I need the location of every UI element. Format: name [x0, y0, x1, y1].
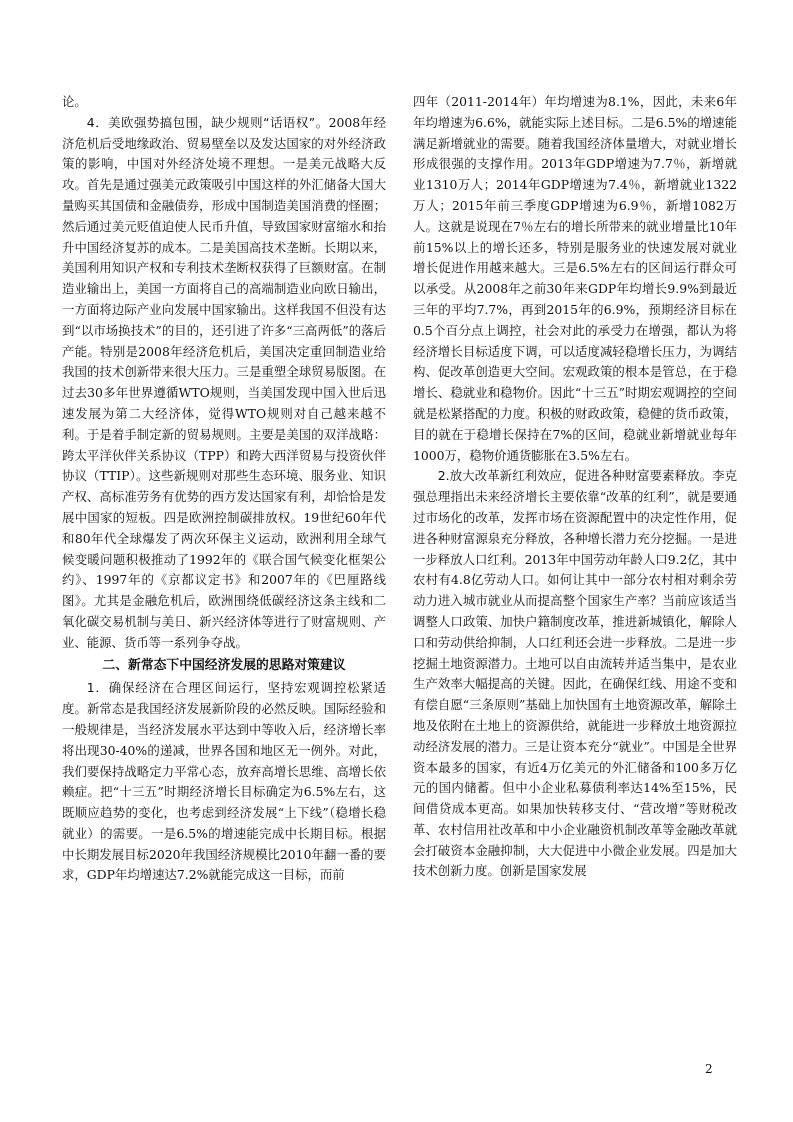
- paragraph-macro-control: [62, 678, 386, 886]
- page-number: 2: [705, 1062, 713, 1076]
- paragraph-continuation: 论。: [62, 94, 87, 109]
- paragraph-lead: 1．确保经济在合理区间运行，坚持宏观调控松紧适度。: [62, 680, 386, 717]
- paragraph-lead: 2.放大改革新红利效应，促进各种财富要素释放。: [437, 468, 713, 484]
- paragraph-us-eu-encirclement: [62, 113, 386, 654]
- paragraph-lead: 4．美欧强势搞包围，缺少规则“话语权”。: [86, 114, 329, 130]
- left-column: [62, 92, 386, 886]
- paragraph-reform-dividend: [413, 466, 737, 882]
- right-column: [413, 92, 737, 882]
- paragraph-growth-targets: 四年（2011-2014年）年均增速为8.1%，因此，未来6年年均增速为6.6%，就能实际上述目标。二是6.5%的增速能满足新增就业的需要。随着我国经济体量增大，对就业增长形成很强的支撑作用。2013年GDP增速为7.7％，新增就业1310万人；2014年GDP增速为7.4％，新增就业1322万人；2015年前三季度GDP增速为6.9％，新增1082万人。这就是说现在7％左右的增长所带来的就业增量比10年前15%以上的增长还多，特别是服务业的快速发展对就业增长促进作用越来越大。三是6.5%左右的区间运行群众可以承受。从2008年之前30年来GDP年均增长9.9%到最近三年的平均7.7%，再到2015年的6.9%，预期经济目标在0.5个百分点上调控，社会对此的承受力在增强，都认为将经济增长目标适度下调，可以适度减轻稳增长压力，为调结构、促改革创造更大空间。宏观政策的根本是管总，在于稳增长、稳就业和稳物价。因此“十三五”时期宏观调控的空间就是松紧搭配的力度。积极的财政政策，稳健的货币政策，目的就在于稳增长保持在7%的区间，稳就业新增就业每年1000万，稳物价通货膨胀在3.5%左右。: [413, 94, 737, 463]
- paragraph-body: 2008年经济危机后受地缘政治、贸易壁垒以及发达国家的对外经济政策的影响，中国对外经济处境不理想。一是美元战略大反攻。首先是通过强美元政策吸引中国这样的外汇储备大国大量购买其国债和金融债券，形成中国制造美国消费的怪圈；然后通过美元贬值迫使人民币升值，导致国家财富缩水和抬升中国经济复苏的成本。二是美国高技术垄断。长期以来，美国利用知识产权和专利技术垄断权获得了巨额财富。在制造业输出上，美国一方面将自己的高端制造业向欧日输出，一方面将边际产业向发展中国家输出。这样我国不但没有达到“以市场换技术”的目的，还引进了许多“三高两低”的落后产能。特别是2008年经济危机后，美国决定重回制造业给我国的技术创新带来很大压力。三是重塑全球贸易版图。在过去30多年世界遵循WTO规则，当美国发现中国入世后迅速发展为第二大经济体，觉得WTO规则对自己越来越不利。于是着手制定新的贸易规则。主要是美国的双洋战略：跨太平洋伙伴关系协议（TPP）和跨大西洋贸易与投资伙伴协议（TTIP）。这些新规则对那些生态环境、服务业、知识产权、高标准劳务有优势的西方发达国家有利，却恰恰是发展中国家的短板。四是欧洲控制碳排放权。19世纪60年代和80年代全球爆发了两次环保主义运动，欧洲利用全球气候变暖问题积极推动了1992年的《联合国气候变化框架公约》、1997年的《京都议定书》和2007年的《巴厘路线图》。尤其是金融危机后，欧洲围绕低碳经济这条主线和二氧化碳交易机制与美日、新兴经济体等进行了财富规则、产业、能源、货币等一系列争夺战。: [62, 114, 386, 650]
- paragraph-body: 李克强总理指出未来经济增长主要依靠“改革的红利”，就是要通过市场化的改革，发挥市场在资源配置中的决定性作用，促进各种财富源泉充分释放，各种增长潜力充分挖掘。一是进一步释放人口红利。2013年中国劳动年龄人口9.2亿，其中农村有4.8亿劳动人口。如何让其中一部分农村相对剩余劳动力进入城市就业从而提高整个国家生产率？当前应该适当调整人口政策、加快户籍制度改革，推进新城镇化，解除人口和劳动供给抑制，人口红利还会进一步释放。二是进一步挖掘土地资源潜力。土地可以自由流转并适当集中，是农业生产效率大幅提高的关键。因此，在确保红线、用途不变和有偿自愿“三条原则”基础上加快国有土地资源改革，解除土地及依附在土地上的资源供给，就能进一步释放土地资源拉动经济发展的潜力。三是让资本充分“就业”。中国是全世界资本最多的国家，有近4万亿美元的外汇储备和100多万亿元的国内储蓄。但中小企业私募债利率达14%至15%，民间借贷成本更高。如果加快转移支付、“营改增”等财税改革、农村信用社改革和中小企业融资机制改革等金融改革就会打破资本金融抑制，大大促进中小微企业发展。四是加大技术创新力度。创新是国家发展: [413, 468, 737, 879]
- section-heading: 二、新常态下中国经济发展的思路对策建议: [102, 657, 346, 673]
- paragraph-body: 新常态是我国经济发展新阶段的必然反映。国际经验和一般规律是，当经济发展水平达到中等收入后，经济增长率将出现30-40%的递减，世界各国和地区无一例外。对此，我们要保持战略定力平常心态，放弃高增长思维、高增长依赖症。把“十三五”时期经济增长目标确定为6.5%左右，这既顺应趋势的变化，也考虑到经济发展“上下线”（稳增长稳就业）的需要。一是6.5%的增速能完成中长期目标。根据中长期发展目标2020年我国经济规模比2010年翻一番的要求，GDP年均增速达7.2%就能完成这一目标，而前: [62, 701, 387, 883]
